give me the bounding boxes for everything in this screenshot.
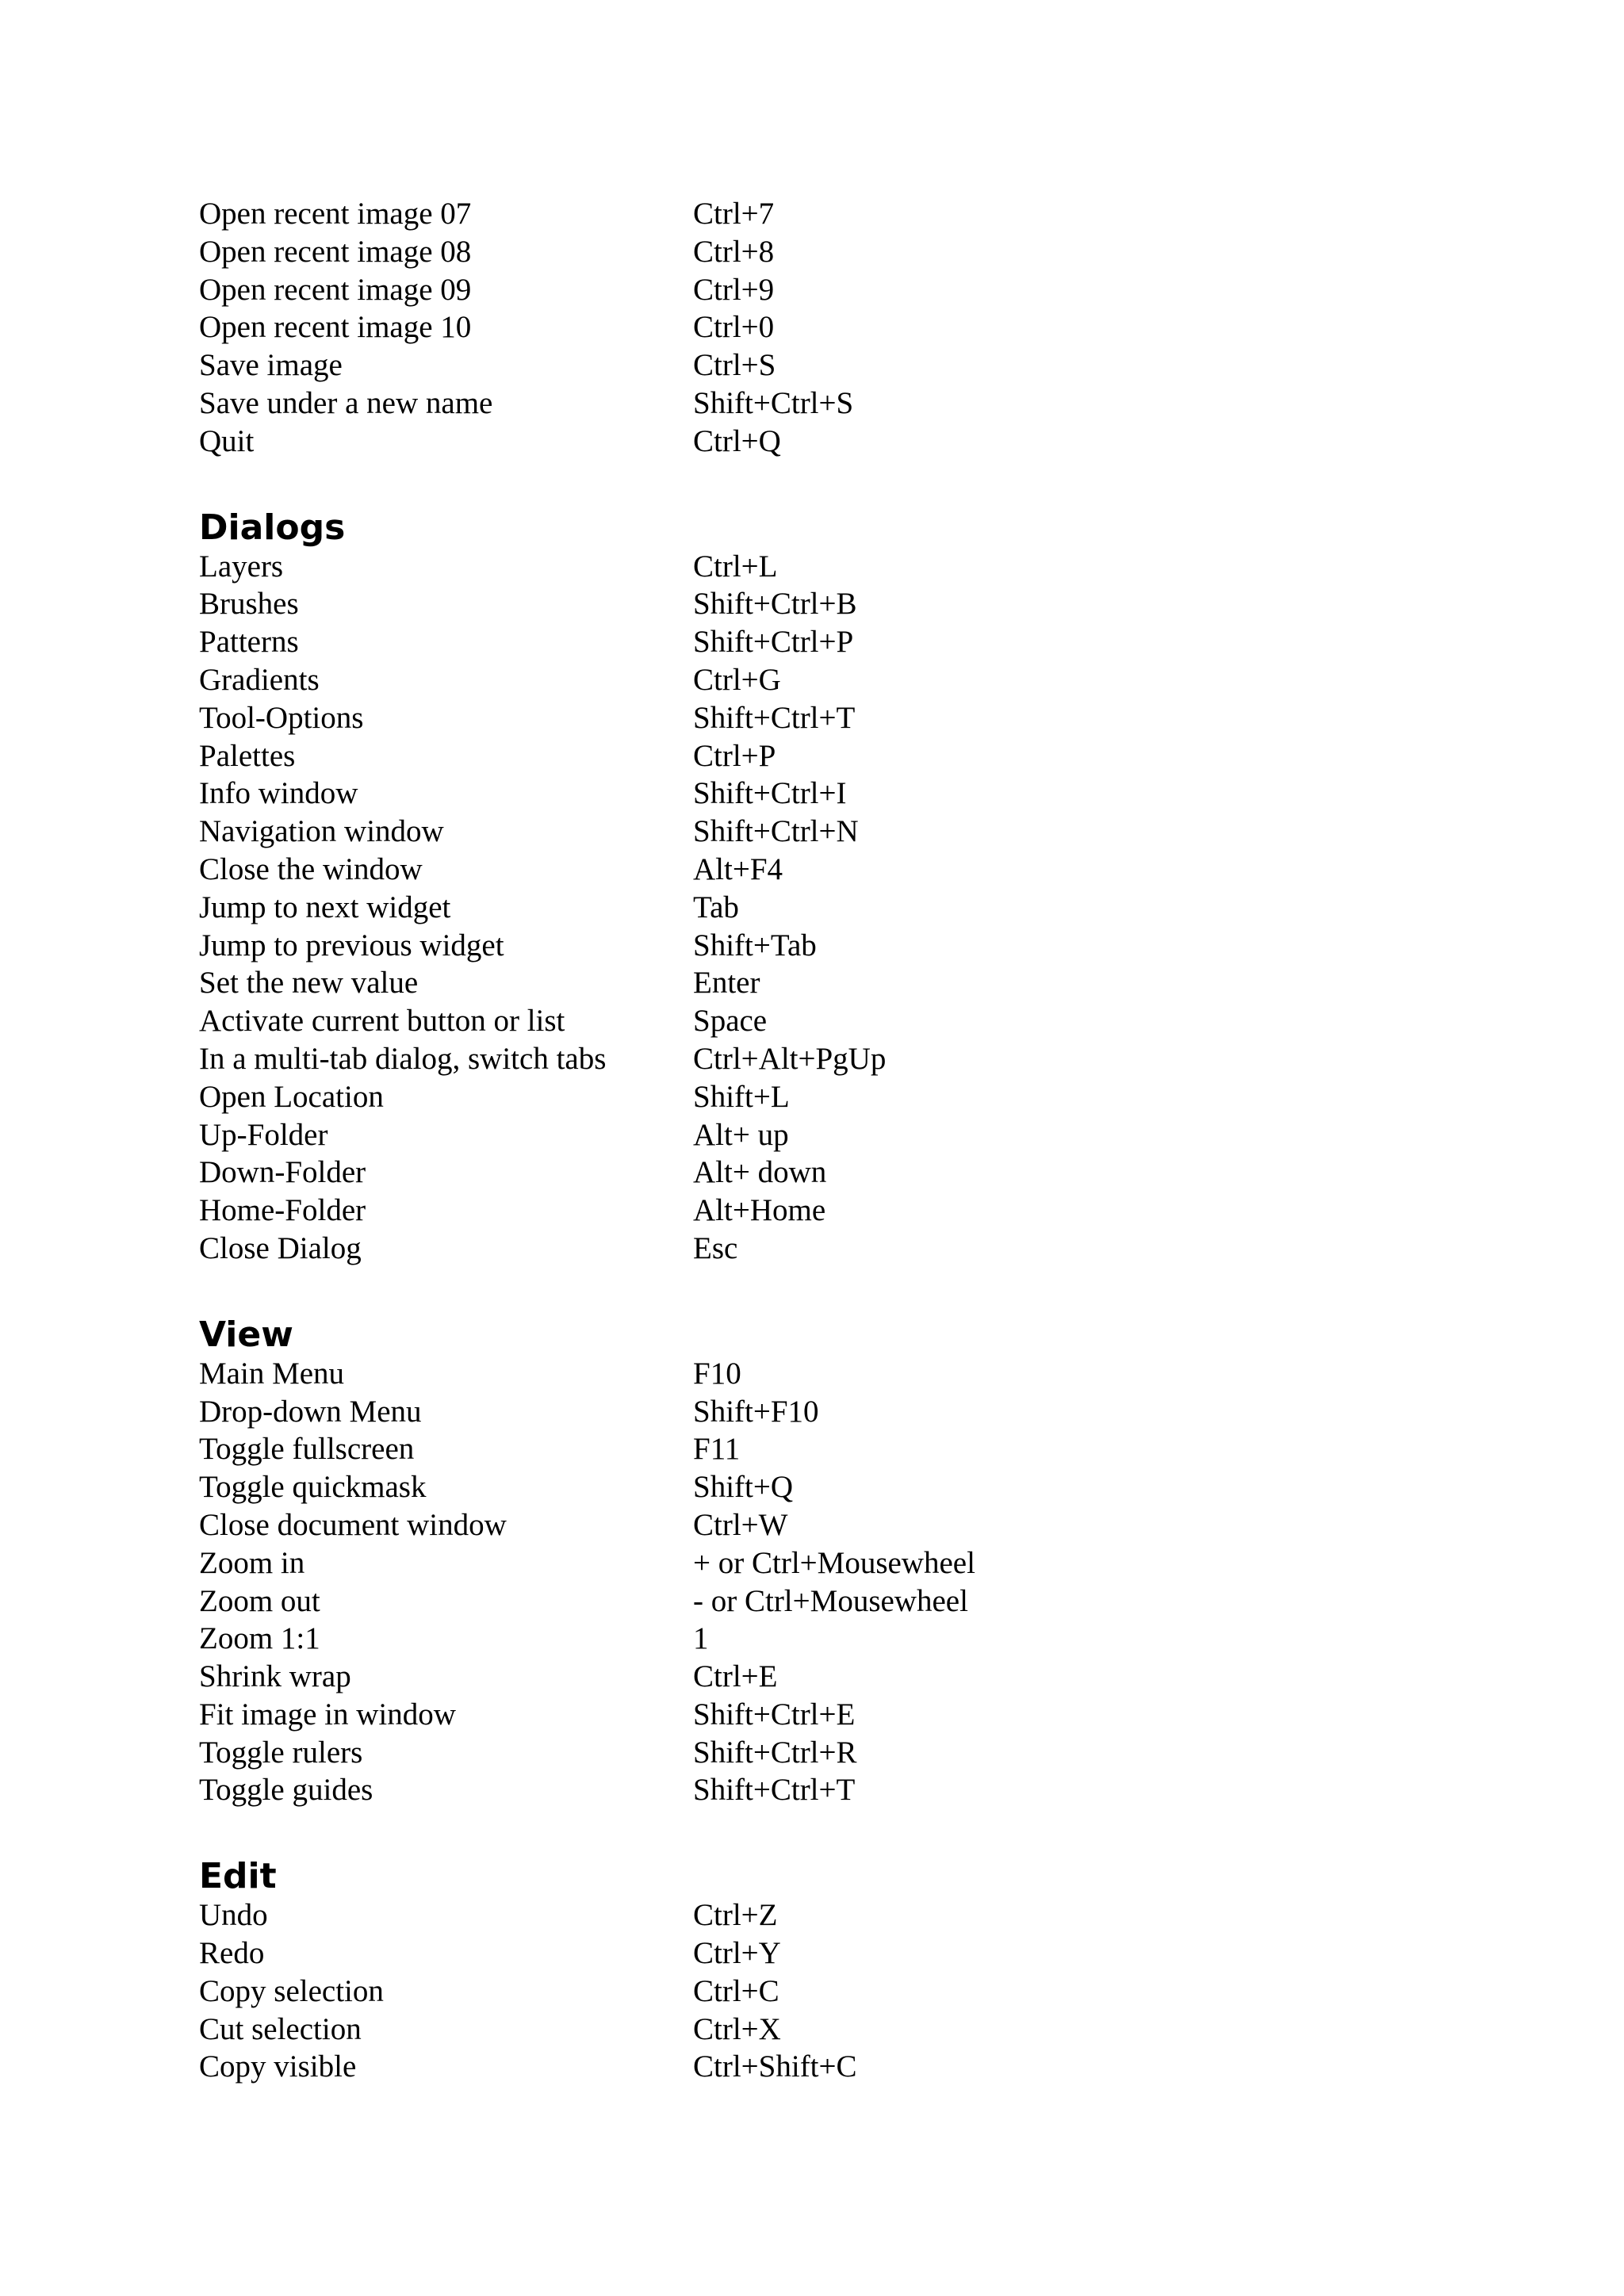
shortcut-keys: Enter (693, 966, 760, 1001)
shortcut-keys: Shift+Ctrl+B (693, 587, 857, 622)
shortcut-keys: Ctrl+C (693, 1973, 779, 2008)
shortcut-row (199, 2011, 1468, 2049)
shortcut-row (199, 851, 1468, 889)
shortcut-keys: Ctrl+7 (693, 197, 775, 231)
section-heading: Edit (199, 1856, 277, 1897)
shortcut-keys: Shift+Ctrl+P (693, 625, 854, 660)
shortcut-keys: Shift+Ctrl+I (693, 776, 847, 811)
shortcut-row (199, 1154, 1468, 1192)
shortcut-action: Save image (199, 348, 343, 383)
shortcut-action: Quit (199, 423, 255, 458)
shortcut-row (199, 889, 1468, 927)
shortcut-row (199, 1078, 1468, 1116)
shortcut-row (199, 1734, 1468, 1772)
shortcut-row (199, 1116, 1468, 1154)
shortcut-keys: Alt+ up (693, 1117, 789, 1152)
shortcut-row (199, 1696, 1468, 1734)
shortcut-keys: Shift+Ctrl+E (693, 1697, 856, 1732)
shortcut-keys: Esc (693, 1230, 738, 1265)
shortcut-row (199, 1430, 1468, 1468)
shortcut-row (199, 661, 1468, 699)
shortcut-keys: Tab (693, 890, 739, 924)
shortcut-keys: Shift+Ctrl+R (693, 1735, 857, 1770)
shortcut-section (199, 508, 1468, 1268)
shortcut-action: Navigation window (199, 814, 444, 849)
shortcut-row (199, 195, 1468, 233)
shortcut-action: Redo (199, 1936, 265, 1971)
shortcut-action: Open recent image 07 (199, 197, 472, 231)
shortcut-keys: Shift+Q (693, 1470, 794, 1505)
shortcut-keys: Alt+Home (693, 1193, 826, 1228)
shortcut-action: Set the new value (199, 966, 419, 1001)
shortcut-row (199, 346, 1468, 385)
shortcut-action: Up-Folder (199, 1117, 328, 1152)
shortcut-action: Info window (199, 776, 358, 811)
shortcut-row (199, 775, 1468, 813)
shortcut-action: Gradients (199, 662, 320, 697)
shortcut-action: Drop-down Menu (199, 1394, 422, 1429)
shortcut-action: Home-Folder (199, 1193, 366, 1228)
shortcut-row (199, 1544, 1468, 1582)
shortcut-keys: Space (693, 1004, 768, 1039)
shortcut-keys: Ctrl+Q (693, 423, 781, 458)
shortcut-keys: Shift+Ctrl+T (693, 700, 856, 735)
shortcut-row (199, 1582, 1468, 1621)
shortcut-row (199, 813, 1468, 851)
shortcut-action: Jump to previous widget (199, 928, 504, 962)
shortcut-keys: Ctrl+W (693, 1507, 788, 1542)
shortcut-action: Copy visible (199, 2049, 357, 2084)
shortcut-action: Open recent image 09 (199, 272, 472, 307)
shortcut-row (199, 1934, 1468, 1973)
shortcut-row (199, 1040, 1468, 1078)
shortcut-action: Shrink wrap (199, 1659, 351, 1694)
shortcut-row (199, 1658, 1468, 1696)
shortcut-keys: Ctrl+P (693, 738, 776, 773)
shortcut-action: Patterns (199, 625, 299, 660)
shortcut-row (199, 927, 1468, 965)
shortcut-action: Open recent image 08 (199, 234, 472, 269)
shortcut-action: Cut selection (199, 2011, 362, 2046)
shortcut-action: Open Location (199, 1079, 384, 1114)
shortcut-keys: Ctrl+L (693, 549, 778, 584)
shortcut-keys: + or Ctrl+Mousewheel (693, 1545, 975, 1580)
shortcut-row (199, 423, 1468, 461)
shortcut-row (199, 548, 1468, 586)
shortcut-row (199, 271, 1468, 309)
shortcut-document (199, 195, 1468, 2086)
shortcut-action: Close the window (199, 851, 423, 886)
shortcut-keys: Shift+Ctrl+N (693, 814, 859, 849)
shortcut-action: Close Dialog (199, 1230, 362, 1265)
shortcut-row (199, 1355, 1468, 1393)
shortcut-action: Save under a new name (199, 385, 493, 420)
shortcut-row (199, 699, 1468, 737)
shortcut-action: Zoom 1:1 (199, 1621, 320, 1656)
shortcut-row (199, 1973, 1468, 2011)
shortcut-row (199, 308, 1468, 346)
shortcut-action: Toggle guides (199, 1773, 373, 1808)
shortcut-keys: Ctrl+G (693, 662, 781, 697)
shortcut-action: Close document window (199, 1507, 507, 1542)
shortcut-action: Fit image in window (199, 1697, 456, 1732)
shortcut-row (199, 623, 1468, 661)
section-heading: View (199, 1314, 293, 1355)
shortcut-row (199, 1230, 1468, 1268)
shortcut-action: Zoom in (199, 1545, 305, 1580)
shortcut-row (199, 385, 1468, 423)
shortcut-action: Layers (199, 549, 284, 584)
shortcut-action: Activate current button or list (199, 1004, 565, 1039)
shortcut-action: Main Menu (199, 1356, 345, 1391)
shortcut-keys: Shift+Ctrl+S (693, 385, 854, 420)
shortcut-keys: Shift+Tab (693, 928, 817, 962)
shortcut-row (199, 737, 1468, 775)
shortcut-action: Toggle rulers (199, 1735, 363, 1770)
shortcut-keys: Ctrl+9 (693, 272, 775, 307)
shortcut-action: Jump to next widget (199, 890, 451, 924)
shortcut-keys: 1 (693, 1621, 709, 1656)
shortcut-keys: Ctrl+X (693, 2011, 781, 2046)
shortcut-row (199, 2048, 1468, 2086)
shortcut-keys: Alt+ down (693, 1155, 827, 1190)
shortcut-row (199, 964, 1468, 1002)
shortcut-section (199, 1315, 1468, 1810)
shortcut-row (199, 1896, 1468, 1934)
shortcut-keys: Alt+F4 (693, 851, 783, 886)
shortcut-keys: Ctrl+Alt+PgUp (693, 1041, 887, 1076)
shortcut-row (199, 233, 1468, 271)
shortcut-section (199, 1857, 1468, 2086)
shortcut-keys: Ctrl+8 (693, 234, 775, 269)
shortcut-row (199, 585, 1468, 623)
shortcut-row (199, 1468, 1468, 1506)
shortcut-action: Brushes (199, 587, 299, 622)
shortcut-row (199, 1192, 1468, 1230)
shortcut-keys: Shift+L (693, 1079, 790, 1114)
shortcut-keys: Shift+Ctrl+T (693, 1773, 856, 1808)
shortcut-action: Down-Folder (199, 1155, 366, 1190)
shortcut-keys: Ctrl+Shift+C (693, 2049, 857, 2084)
shortcut-row (199, 1002, 1468, 1040)
shortcut-keys: Ctrl+0 (693, 310, 775, 345)
shortcut-keys: F10 (693, 1356, 741, 1391)
section-heading: Dialogs (199, 507, 346, 548)
shortcut-section (199, 195, 1468, 461)
shortcut-action: Copy selection (199, 1973, 384, 2008)
shortcut-action: Toggle fullscreen (199, 1432, 415, 1467)
shortcut-keys: Ctrl+Z (693, 1898, 778, 1933)
shortcut-keys: Ctrl+E (693, 1659, 778, 1694)
shortcut-row (199, 1393, 1468, 1431)
shortcut-keys: Shift+F10 (693, 1394, 819, 1429)
shortcut-action: Undo (199, 1898, 268, 1933)
shortcut-action: Open recent image 10 (199, 310, 472, 345)
shortcut-action: In a multi-tab dialog, switch tabs (199, 1041, 607, 1076)
shortcut-keys: Ctrl+S (693, 348, 776, 383)
shortcut-action: Tool-Options (199, 700, 364, 735)
shortcut-row (199, 1771, 1468, 1809)
shortcut-keys: Ctrl+Y (693, 1936, 781, 1971)
shortcut-row (199, 1506, 1468, 1544)
shortcut-action: Zoom out (199, 1583, 320, 1618)
shortcut-row (199, 1620, 1468, 1658)
shortcut-keys: - or Ctrl+Mousewheel (693, 1583, 968, 1618)
shortcut-keys: F11 (693, 1432, 741, 1467)
shortcut-action: Palettes (199, 738, 296, 773)
shortcut-action: Toggle quickmask (199, 1470, 427, 1505)
